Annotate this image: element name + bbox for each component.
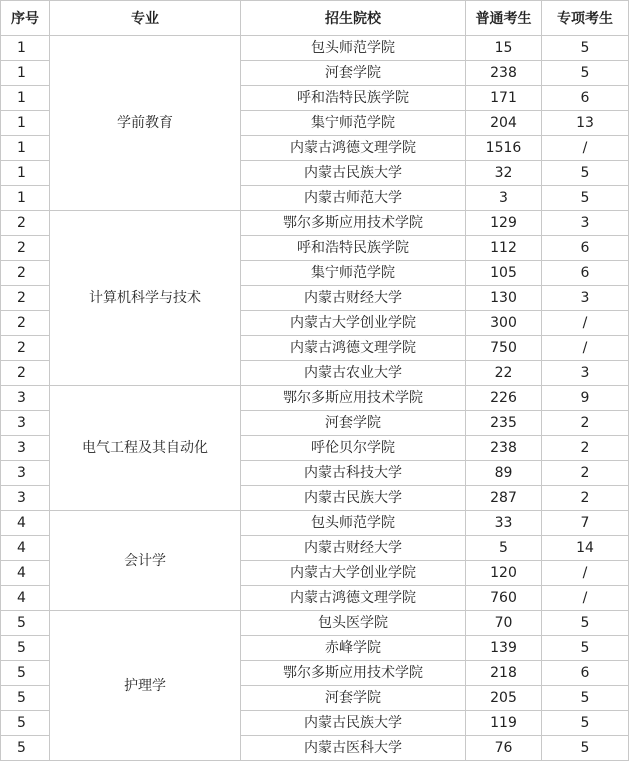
special-count-cell: 5 <box>542 686 629 711</box>
major-cell: 护理学 <box>50 611 241 761</box>
major-cell: 学前教育 <box>50 36 241 211</box>
normal-count-cell: 218 <box>466 661 542 686</box>
major-cell: 电气工程及其自动化 <box>50 386 241 511</box>
header-special: 专项考生 <box>542 1 629 36</box>
special-count-cell: 2 <box>542 486 629 511</box>
special-count-cell: 5 <box>542 611 629 636</box>
table-header <box>1 1 629 36</box>
row-seq: 3 <box>1 436 50 461</box>
row-seq: 2 <box>1 261 50 286</box>
special-count-cell: / <box>542 561 629 586</box>
special-count-cell: 3 <box>542 211 629 236</box>
normal-count-cell: 238 <box>466 436 542 461</box>
row-seq: 1 <box>1 136 50 161</box>
row-seq: 5 <box>1 636 50 661</box>
row-seq: 1 <box>1 186 50 211</box>
normal-count-cell: 120 <box>466 561 542 586</box>
normal-count-cell: 760 <box>466 586 542 611</box>
row-seq: 2 <box>1 236 50 261</box>
normal-count-cell: 226 <box>466 386 542 411</box>
row-seq: 2 <box>1 361 50 386</box>
normal-count-cell: 1516 <box>466 136 542 161</box>
special-count-cell: 2 <box>542 461 629 486</box>
special-count-cell: 6 <box>542 261 629 286</box>
school-cell: 包头师范学院 <box>241 511 466 536</box>
row-seq: 1 <box>1 86 50 111</box>
normal-count-cell: 70 <box>466 611 542 636</box>
school-cell: 呼伦贝尔学院 <box>241 436 466 461</box>
special-count-cell: 3 <box>542 286 629 311</box>
school-cell: 河套学院 <box>241 686 466 711</box>
header-row <box>1 1 629 36</box>
school-cell: 内蒙古农业大学 <box>241 361 466 386</box>
special-count-cell: 5 <box>542 61 629 86</box>
school-cell: 河套学院 <box>241 411 466 436</box>
special-count-cell: 5 <box>542 636 629 661</box>
header-school: 招生院校 <box>241 1 466 36</box>
special-count-cell: 13 <box>542 111 629 136</box>
special-count-cell: 5 <box>542 161 629 186</box>
table-row <box>1 386 629 411</box>
special-count-cell: / <box>542 311 629 336</box>
normal-count-cell: 238 <box>466 61 542 86</box>
special-count-cell: 7 <box>542 511 629 536</box>
major-cell: 计算机科学与技术 <box>50 211 241 386</box>
school-cell: 内蒙古民族大学 <box>241 486 466 511</box>
special-count-cell: 9 <box>542 386 629 411</box>
school-cell: 集宁师范学院 <box>241 261 466 286</box>
special-count-cell: 6 <box>542 86 629 111</box>
school-cell: 内蒙古师范大学 <box>241 186 466 211</box>
table-row <box>1 611 629 636</box>
row-seq: 1 <box>1 61 50 86</box>
normal-count-cell: 130 <box>466 286 542 311</box>
school-cell: 河套学院 <box>241 61 466 86</box>
row-seq: 5 <box>1 686 50 711</box>
normal-count-cell: 89 <box>466 461 542 486</box>
school-cell: 内蒙古财经大学 <box>241 536 466 561</box>
school-cell: 鄂尔多斯应用技术学院 <box>241 211 466 236</box>
school-cell: 内蒙古科技大学 <box>241 461 466 486</box>
normal-count-cell: 204 <box>466 111 542 136</box>
header-major: 专业 <box>50 1 241 36</box>
normal-count-cell: 15 <box>466 36 542 61</box>
normal-count-cell: 300 <box>466 311 542 336</box>
row-seq: 3 <box>1 411 50 436</box>
normal-count-cell: 119 <box>466 711 542 736</box>
school-cell: 赤峰学院 <box>241 636 466 661</box>
school-cell: 内蒙古民族大学 <box>241 711 466 736</box>
normal-count-cell: 171 <box>466 86 542 111</box>
row-seq: 2 <box>1 211 50 236</box>
row-seq: 2 <box>1 286 50 311</box>
normal-count-cell: 32 <box>466 161 542 186</box>
normal-count-cell: 3 <box>466 186 542 211</box>
special-count-cell: 6 <box>542 236 629 261</box>
normal-count-cell: 235 <box>466 411 542 436</box>
row-seq: 5 <box>1 611 50 636</box>
normal-count-cell: 112 <box>466 236 542 261</box>
school-cell: 内蒙古民族大学 <box>241 161 466 186</box>
row-seq: 4 <box>1 536 50 561</box>
row-seq: 1 <box>1 111 50 136</box>
row-seq: 5 <box>1 661 50 686</box>
row-seq: 1 <box>1 36 50 61</box>
table-row <box>1 211 629 236</box>
special-count-cell: 6 <box>542 661 629 686</box>
special-count-cell: / <box>542 136 629 161</box>
special-count-cell: 5 <box>542 711 629 736</box>
school-cell: 内蒙古大学创业学院 <box>241 311 466 336</box>
row-seq: 3 <box>1 461 50 486</box>
row-seq: 2 <box>1 311 50 336</box>
special-count-cell: 14 <box>542 536 629 561</box>
row-seq: 5 <box>1 736 50 761</box>
school-cell: 内蒙古鸿德文理学院 <box>241 336 466 361</box>
row-seq: 4 <box>1 561 50 586</box>
special-count-cell: / <box>542 586 629 611</box>
normal-count-cell: 105 <box>466 261 542 286</box>
school-cell: 包头医学院 <box>241 611 466 636</box>
school-cell: 内蒙古鸿德文理学院 <box>241 586 466 611</box>
row-seq: 2 <box>1 336 50 361</box>
school-cell: 内蒙古鸿德文理学院 <box>241 136 466 161</box>
school-cell: 鄂尔多斯应用技术学院 <box>241 661 466 686</box>
school-cell: 鄂尔多斯应用技术学院 <box>241 386 466 411</box>
special-count-cell: 2 <box>542 436 629 461</box>
normal-count-cell: 205 <box>466 686 542 711</box>
row-seq: 1 <box>1 161 50 186</box>
school-cell: 包头师范学院 <box>241 36 466 61</box>
special-count-cell: 3 <box>542 361 629 386</box>
special-count-cell: 5 <box>542 186 629 211</box>
header-normal: 普通考生 <box>466 1 542 36</box>
special-count-cell: 5 <box>542 736 629 761</box>
school-cell: 呼和浩特民族学院 <box>241 236 466 261</box>
school-cell: 呼和浩特民族学院 <box>241 86 466 111</box>
normal-count-cell: 750 <box>466 336 542 361</box>
major-cell: 会计学 <box>50 511 241 611</box>
normal-count-cell: 76 <box>466 736 542 761</box>
table-row <box>1 511 629 536</box>
normal-count-cell: 139 <box>466 636 542 661</box>
row-seq: 5 <box>1 711 50 736</box>
normal-count-cell: 22 <box>466 361 542 386</box>
header-seq: 序号 <box>1 1 50 36</box>
normal-count-cell: 33 <box>466 511 542 536</box>
normal-count-cell: 287 <box>466 486 542 511</box>
table-body <box>1 36 629 761</box>
special-count-cell: 5 <box>542 36 629 61</box>
table-row <box>1 36 629 61</box>
school-cell: 集宁师范学院 <box>241 111 466 136</box>
normal-count-cell: 5 <box>466 536 542 561</box>
school-cell: 内蒙古财经大学 <box>241 286 466 311</box>
normal-count-cell: 129 <box>466 211 542 236</box>
row-seq: 3 <box>1 486 50 511</box>
row-seq: 3 <box>1 386 50 411</box>
special-count-cell: 2 <box>542 411 629 436</box>
row-seq: 4 <box>1 586 50 611</box>
row-seq: 4 <box>1 511 50 536</box>
school-cell: 内蒙古大学创业学院 <box>241 561 466 586</box>
special-count-cell: / <box>542 336 629 361</box>
school-cell: 内蒙古医科大学 <box>241 736 466 761</box>
